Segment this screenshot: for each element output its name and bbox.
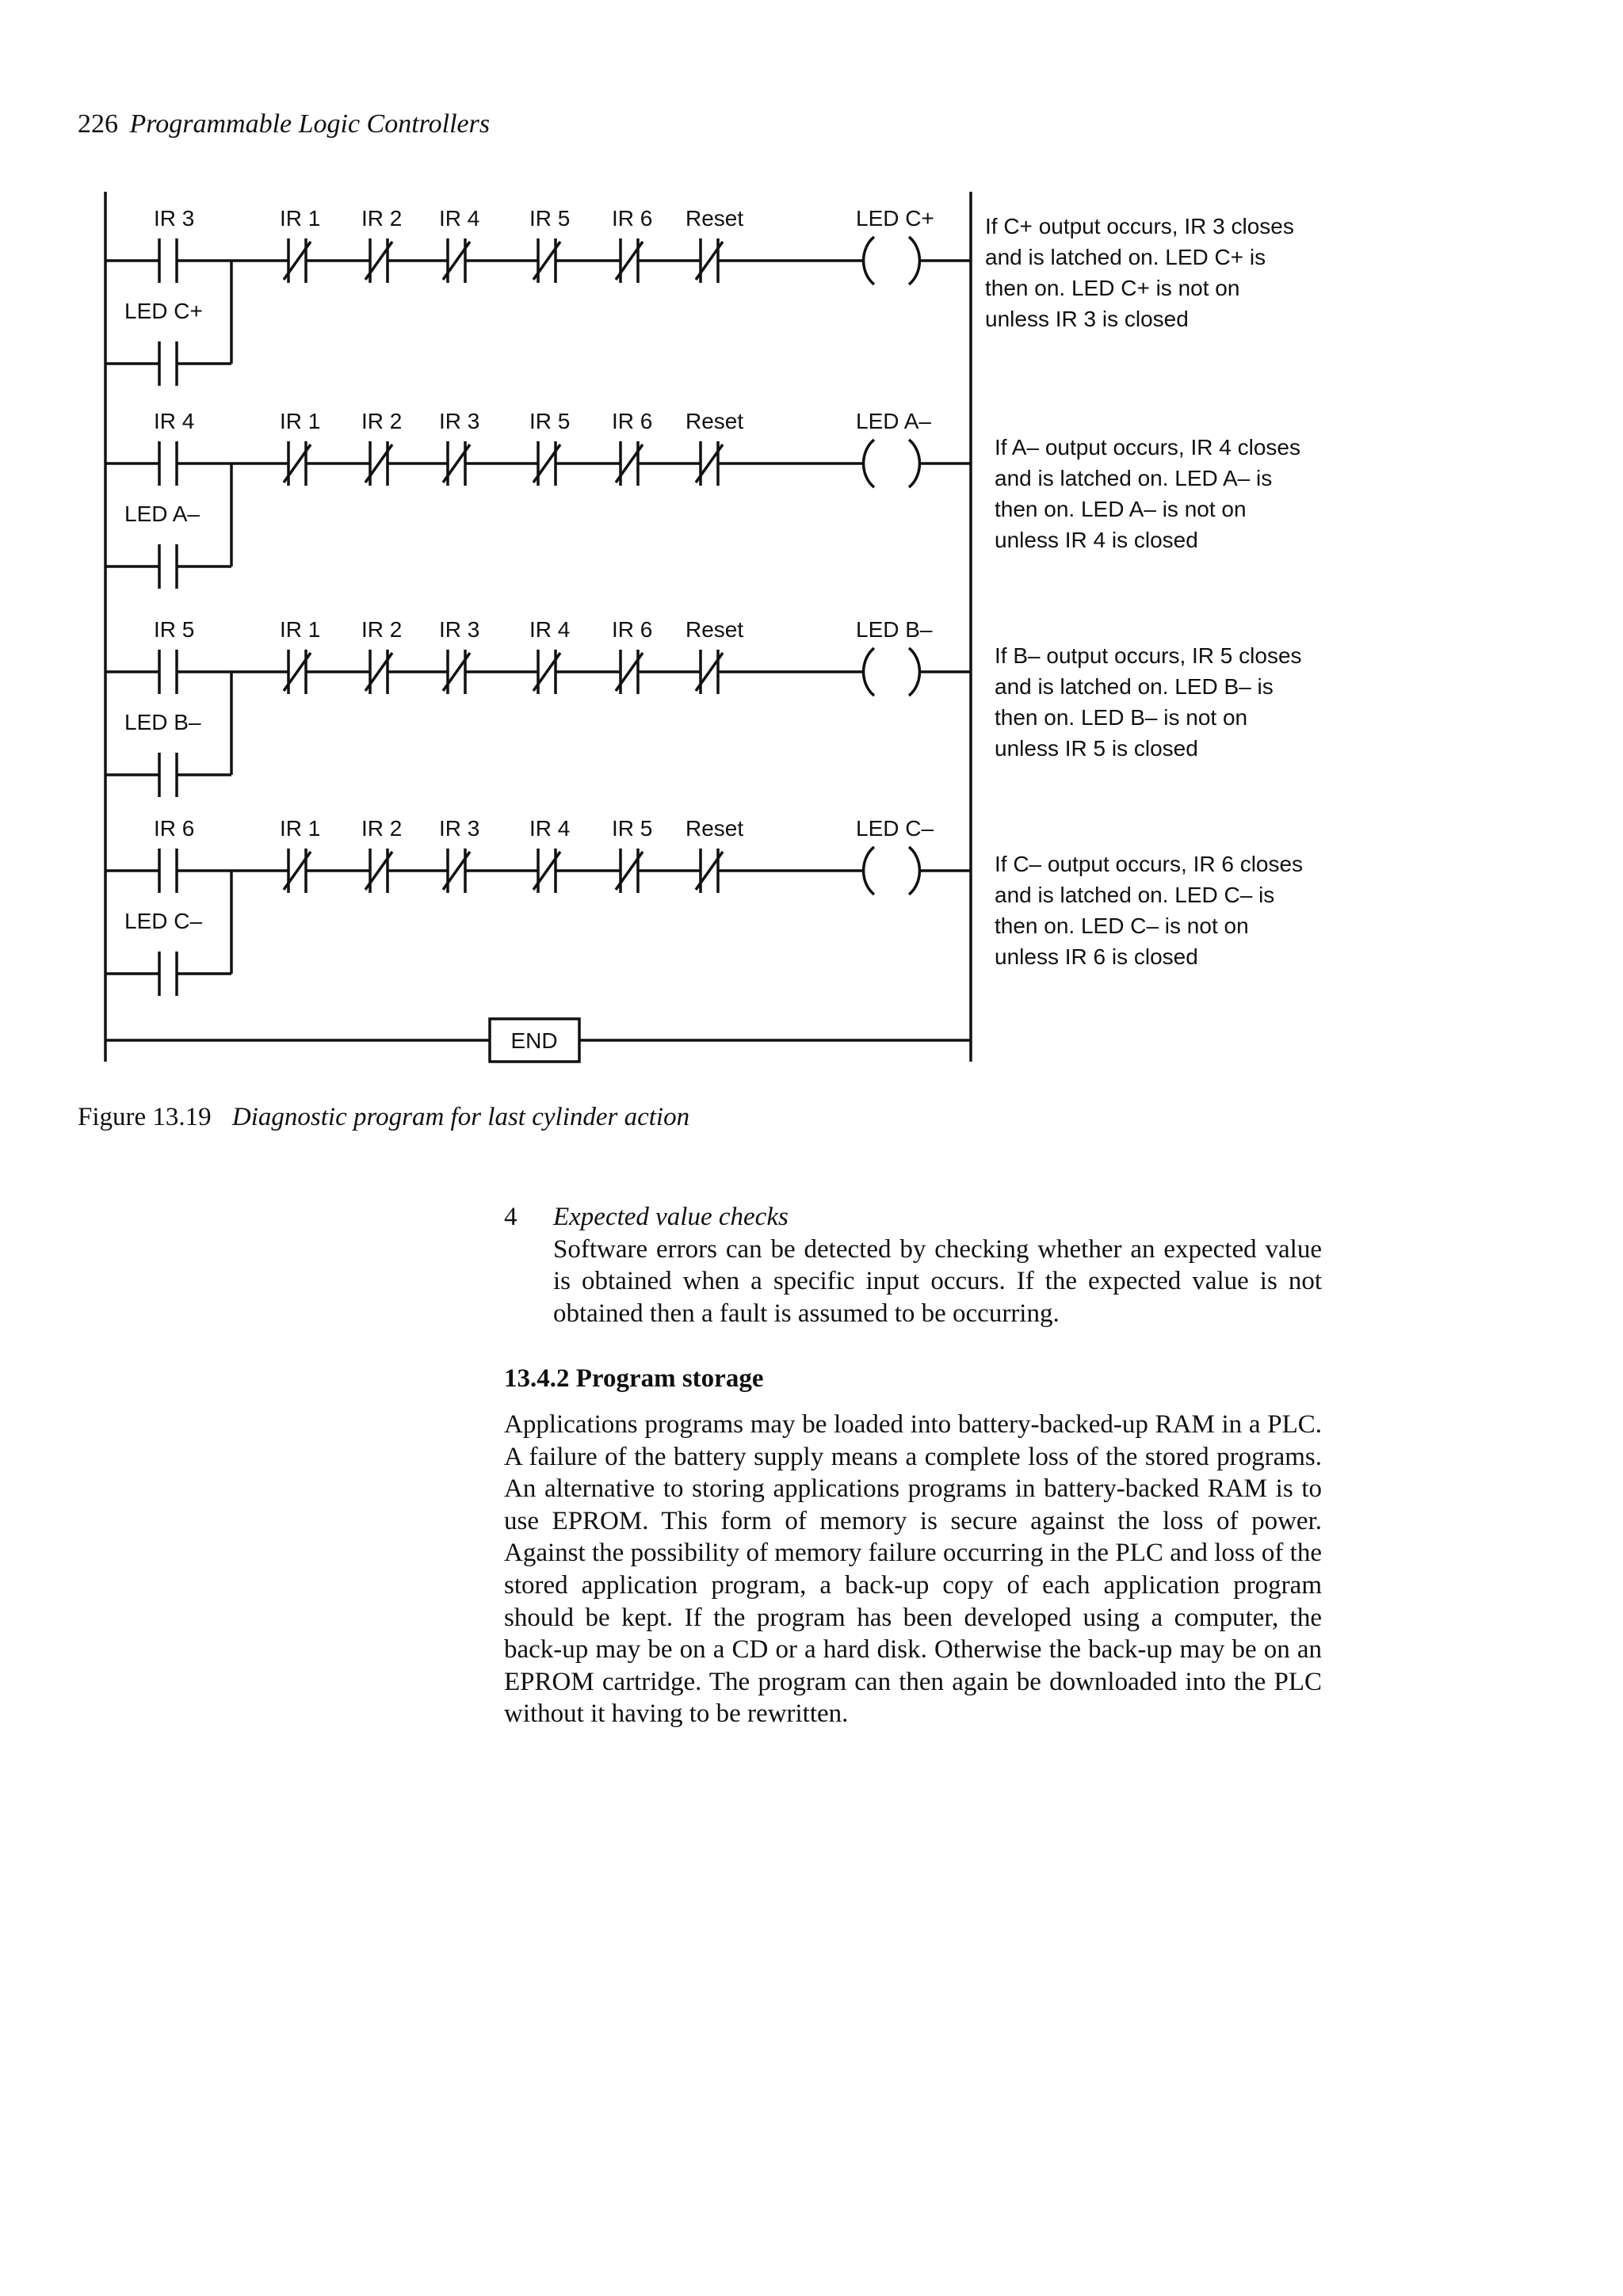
figure-number: Figure 13.19 [78,1103,212,1131]
nc-contact-label: IR 1 [280,409,321,433]
nc-contact-label: IR 6 [612,617,653,642]
nc-contact [443,441,470,486]
running-title: Programmable Logic Controllers [129,109,491,139]
rung-note-line: If C– output occurs, IR 6 closes [995,852,1304,876]
list-item-text: Software errors can be detected by checking whether an expected value is obtained when a specific input occurs. If the expected value is not obtained then a fault is assumed to be occurring. [553,1234,1322,1328]
nc-contact-label: IR 2 [361,816,403,841]
rung-note-line: and is latched on. LED C+ is [985,245,1266,269]
rung-note-line: unless IR 4 is closed [995,528,1198,552]
nc-contact [284,849,311,893]
rung-2 [105,409,1300,589]
latch-contact-label: IR 5 [154,617,195,642]
coil-left-arc [864,440,874,487]
nc-contact [365,849,392,893]
nc-contact [365,238,392,283]
rung-note-line: then on. LED A– is not on [995,497,1247,521]
nc-contact-label: IR 4 [439,206,480,231]
coil-right-arc [909,847,919,894]
list-item-number: 4 [504,1203,517,1231]
nc-contact-label: IR 2 [361,617,403,642]
coil-right-arc [909,648,919,696]
section-heading: 13.4.2 Program storage [504,1364,764,1393]
nc-contact-label: IR 4 [529,816,571,841]
nc-contact [696,650,723,694]
output-latch-contact [159,341,177,386]
list-item [504,1201,1322,1329]
nc-contact [443,650,470,694]
rung-note-line: If A– output occurs, IR 4 closes [995,435,1300,460]
section-paragraph: Applications programs may be loaded into battery-backed-up RAM in a PLC. A failure of the battery supply means a complete loss of the stored programs. An alternative to storing applications programs in battery-backed RAM is to use EPROM. This form of memory is secure against the loss of power. Against the possibility of memory failure occurring in the PLC and loss of the stored application program, a back-up copy of each application program should be kept. If the program has been developed using a computer, the back-up may be on a CD or a hard disk. Otherwise the back-up may be on an EPROM cartridge. The program can then again be downloaded into the PLC without it having to be rewritten. [504,1410,1322,1729]
nc-contact-label: IR 3 [439,617,480,642]
nc-contact-label: IR 6 [612,206,653,231]
rung-note-line: and is latched on. LED C– is [995,883,1275,907]
nc-contact [284,238,311,283]
rung-note-line: If C+ output occurs, IR 3 closes [985,214,1294,238]
nc-contact [533,238,560,283]
nc-contact [616,238,643,283]
rung-note-line: then on. LED C+ is not on [985,276,1240,300]
nc-contact [616,849,643,893]
nc-contact [696,849,723,893]
output-latch-contact [159,753,177,797]
nc-contact [365,650,392,694]
coil-left-arc [864,648,874,696]
latch-contact-label: IR 4 [154,409,195,433]
branch-contact-label: LED A– [124,502,200,526]
end-label: END [510,1028,558,1053]
latch-contact [159,441,177,486]
nc-contact [533,849,560,893]
nc-contact-label: IR 1 [280,816,321,841]
nc-contact [696,238,723,283]
nc-contact [284,650,311,694]
output-latch-contact [159,952,177,996]
nc-contact-label: IR 5 [529,206,571,231]
output-coil-label: LED B– [856,617,933,642]
rung-note-line: unless IR 3 is closed [985,307,1189,331]
nc-contact [616,441,643,486]
page-number: 226 [78,109,118,139]
rung-note-line: and is latched on. LED A– is [995,466,1273,490]
nc-contact [443,849,470,893]
nc-contact-label: Reset [685,409,744,433]
latch-contact [159,849,177,893]
nc-contact-label: IR 3 [439,816,480,841]
rung-note-line: and is latched on. LED B– is [995,674,1274,699]
nc-contact-label: IR 4 [529,617,571,642]
ladder-diagram [0,0,1623,1093]
coil-left-arc [864,237,874,284]
nc-contact-label: IR 6 [612,409,653,433]
figure-caption [78,1103,689,1132]
rung-4 [105,816,1303,996]
output-latch-contact [159,544,177,589]
latch-contact [159,238,177,283]
rung-note-line: If B– output occurs, IR 5 closes [995,643,1302,668]
nc-contact-label: IR 2 [361,409,403,433]
rung-1 [105,206,1294,386]
nc-contact [616,650,643,694]
coil-right-arc [909,237,919,284]
rung-note-line: then on. LED C– is not on [995,913,1249,938]
latch-contact [159,650,177,694]
nc-contact-label: IR 5 [529,409,571,433]
nc-contact [365,441,392,486]
nc-contact-label: IR 2 [361,206,403,231]
nc-contact-label: IR 1 [280,617,321,642]
rung-3 [105,617,1302,797]
end-rung [105,1019,971,1062]
rung-note-line: unless IR 5 is closed [995,736,1198,761]
latch-contact-label: IR 6 [154,816,195,841]
rung-note-line: unless IR 6 is closed [995,944,1198,969]
output-coil-label: LED A– [856,409,931,433]
nc-contact-label: IR 3 [439,409,480,433]
branch-contact-label: LED B– [124,710,201,734]
nc-contact [533,650,560,694]
rung-note-line: then on. LED B– is not on [995,705,1248,730]
coil-left-arc [864,847,874,894]
nc-contact-label: Reset [685,206,744,231]
output-coil-label: LED C+ [856,206,934,231]
nc-contact [284,441,311,486]
nc-contact [443,238,470,283]
nc-contact-label: Reset [685,816,744,841]
nc-contact-label: IR 1 [280,206,321,231]
coil-right-arc [909,440,919,487]
figure-caption-text: Diagnostic program for last cylinder action [231,1103,690,1131]
nc-contact [533,441,560,486]
branch-contact-label: LED C– [124,909,203,933]
list-item-title: Expected value checks [553,1203,789,1231]
nc-contact-label: IR 5 [612,816,653,841]
output-coil-label: LED C– [856,816,934,841]
latch-contact-label: IR 3 [154,206,195,231]
nc-contact-label: Reset [685,617,744,642]
nc-contact [696,441,723,486]
branch-contact-label: LED C+ [124,299,203,323]
